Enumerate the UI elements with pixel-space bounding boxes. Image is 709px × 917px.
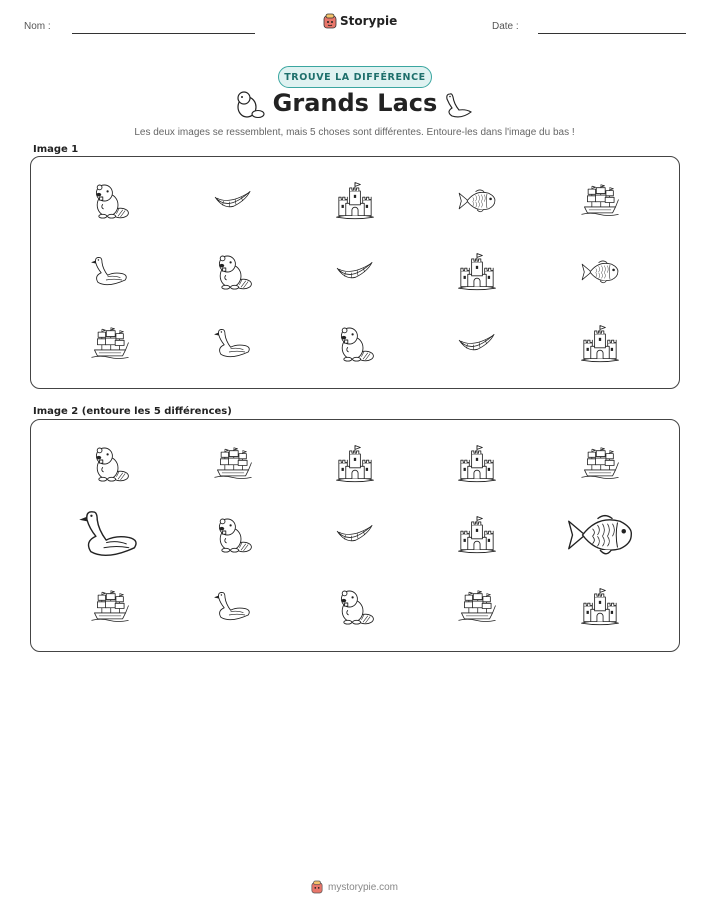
activity-badge: TROUVE LA DIFFÉRENCE xyxy=(278,66,432,88)
castle-icon xyxy=(457,515,497,555)
image1-panel xyxy=(30,156,680,389)
grid-cell[interactable] xyxy=(294,165,416,237)
footer-url[interactable]: mystorypie.com xyxy=(327,881,398,893)
date-label: Date : xyxy=(492,21,519,32)
grid-cell[interactable] xyxy=(171,428,293,500)
name-field[interactable] xyxy=(72,33,255,34)
storypie-logo-icon xyxy=(323,13,337,29)
fish-icon xyxy=(580,252,620,292)
image1-grid xyxy=(49,165,661,380)
swan-icon xyxy=(78,503,142,567)
date-field[interactable] xyxy=(538,33,686,34)
grid-cell[interactable] xyxy=(539,571,661,643)
brand-logo xyxy=(323,13,397,29)
ship-icon xyxy=(580,181,620,221)
swan-icon xyxy=(90,252,130,292)
ship-icon xyxy=(90,324,130,364)
ship-icon xyxy=(90,587,130,627)
canoe-icon xyxy=(335,515,375,555)
grid-cell[interactable] xyxy=(49,165,171,237)
grid-cell[interactable] xyxy=(294,571,416,643)
instructions: Les deux images se ressemblent, mais 5 choses sont différentes. Entoure-les dans l'image du bas ! xyxy=(134,127,575,138)
grid-cell[interactable] xyxy=(171,165,293,237)
grid-cell[interactable] xyxy=(416,571,538,643)
castle-icon xyxy=(457,252,497,292)
swan-icon xyxy=(442,90,476,120)
grid-cell[interactable] xyxy=(49,500,171,572)
fish-icon xyxy=(457,181,497,221)
storypie-footer-icon xyxy=(311,880,323,894)
swan-icon xyxy=(213,587,253,627)
castle-icon xyxy=(580,587,620,627)
page-title: Grands Lacs xyxy=(272,89,438,117)
grid-cell[interactable] xyxy=(294,428,416,500)
grid-cell[interactable] xyxy=(416,165,538,237)
beaver-icon xyxy=(213,252,253,292)
canoe-icon xyxy=(213,181,253,221)
grid-cell[interactable] xyxy=(416,308,538,380)
beaver-icon xyxy=(213,515,253,555)
grid-cell[interactable] xyxy=(416,500,538,572)
image2-grid xyxy=(49,428,661,643)
fish-icon xyxy=(565,500,635,570)
image1-label: Image 1 xyxy=(33,144,79,155)
footer xyxy=(0,880,709,897)
ship-icon xyxy=(213,444,253,484)
beaver-icon xyxy=(335,324,375,364)
grid-cell[interactable] xyxy=(49,571,171,643)
grid-cell[interactable] xyxy=(294,308,416,380)
canoe-icon xyxy=(457,324,497,364)
grid-cell[interactable] xyxy=(539,237,661,309)
grid-cell[interactable] xyxy=(171,237,293,309)
grid-cell[interactable] xyxy=(539,500,661,572)
grid-cell[interactable] xyxy=(539,428,661,500)
beaver-icon xyxy=(90,181,130,221)
grid-cell[interactable] xyxy=(294,500,416,572)
grid-cell[interactable] xyxy=(171,571,293,643)
grid-cell[interactable] xyxy=(171,500,293,572)
grid-cell[interactable] xyxy=(49,237,171,309)
image2-panel xyxy=(30,419,680,652)
grid-cell[interactable] xyxy=(294,237,416,309)
castle-icon xyxy=(335,444,375,484)
swan-icon xyxy=(213,324,253,364)
grid-cell[interactable] xyxy=(416,237,538,309)
grid-cell[interactable] xyxy=(171,308,293,380)
name-label: Nom : xyxy=(24,21,51,32)
brand-name: Storypie xyxy=(340,14,398,28)
grid-cell[interactable] xyxy=(49,428,171,500)
grid-cell[interactable] xyxy=(539,308,661,380)
ship-icon xyxy=(457,587,497,627)
ship-icon xyxy=(580,444,620,484)
image2-label: Image 2 (entoure les 5 différences) xyxy=(33,406,232,417)
castle-icon xyxy=(457,444,497,484)
grid-cell[interactable] xyxy=(49,308,171,380)
grid-cell[interactable] xyxy=(539,165,661,237)
castle-icon xyxy=(580,324,620,364)
grid-cell[interactable] xyxy=(416,428,538,500)
castle-icon xyxy=(335,181,375,221)
beaver-icon xyxy=(90,444,130,484)
canoe-icon xyxy=(335,252,375,292)
beaver-icon xyxy=(335,587,375,627)
